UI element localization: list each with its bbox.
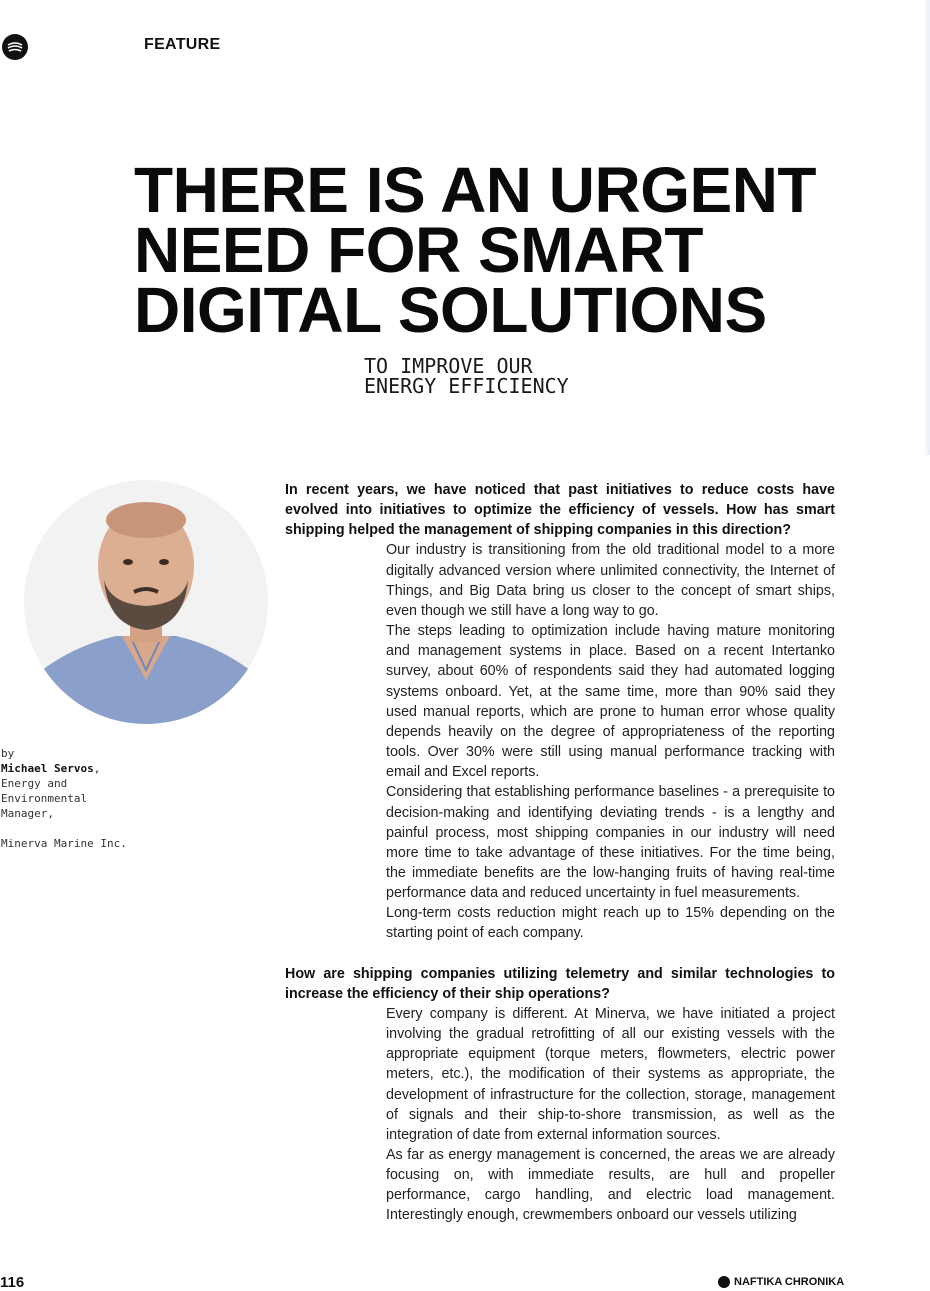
answer-paragraph: Long-term costs reduction might reach up to 15% depending on the starting point of each company.	[386, 905, 835, 942]
headline-line: DIGITAL SOLUTIONS	[134, 274, 767, 346]
author-name: Michael Servos	[1, 762, 94, 775]
subheadline	[364, 356, 569, 396]
answer-paragraph: As far as energy management is concerned, the areas we are already focusing on, with immediate results, are hull and propeller performance, cargo handling, and electric load management. Interestingly enough, crewmembers onboard our vessels utilizing	[386, 1147, 835, 1224]
headline-line: THERE IS AN URGENT	[134, 154, 816, 226]
page-edge-strip	[924, 0, 930, 455]
page-number: 116	[0, 1274, 25, 1291]
author-byline	[1, 746, 201, 851]
section-label: FEATURE	[144, 36, 221, 53]
byline-name-row	[1, 761, 201, 776]
magazine-logo-icon	[2, 34, 28, 60]
headline	[134, 154, 914, 346]
byline-spacer	[1, 821, 201, 836]
answer-paragraph: Our industry is transitioning from the old traditional model to a more digitally advanced version where unlimited connectivity, the Internet of Things, and Big Data bring us closer to the concept of smart ships, even though we still have a long way to go.	[386, 542, 835, 619]
author-company: Minerva Marine Inc.	[1, 837, 127, 850]
article-body	[285, 480, 835, 1226]
answer-paragraph: Considering that establishing performance baselines - a prerequisite to decision-making and identifying deviating trends - is a lengthy and painful process, most shipping companies in our industry will need more time to take advantage of these initiatives. For the time being, the immediate benefits are the low-hanging fruits of having real-time performance data and reduced uncertainty in fuel measurements.	[386, 784, 835, 902]
author-portrait	[24, 480, 268, 724]
footer-brand	[718, 1276, 844, 1288]
byline-prefix: by	[1, 747, 15, 760]
headline-line: NEED FOR SMART	[134, 214, 703, 286]
author-role: Manager,	[1, 807, 54, 820]
interview-question: How are shipping companies utilizing telemetry and similar technologies to increase the efficiency of their ship operations?	[285, 965, 835, 1002]
subheadline-line: TO IMPROVE OUR	[364, 354, 533, 378]
answer-paragraph: Every company is different. At Minerva, we have initiated a project involving the gradual retrofitting of all our existing vessels with the appropriate equipment (torque meters, flowmeters, electric power meters, etc.), the modification of their systems as appropriate, the development of infrastructure for the collection, storage, management of signals and their ship-to-shore transmission, as well as the integration of date from external information sources.	[386, 1005, 835, 1143]
brand-logo-icon	[718, 1276, 730, 1288]
author-role: Energy and	[1, 777, 68, 790]
subheadline-line: ENERGY EFFICIENCY	[364, 374, 569, 398]
interview-question: In recent years, we have noticed that past initiatives to reduce costs have evolved into initiatives to optimize the efficiency of vessels. How has smart shipping helped the management of shipping companies in this direction?	[285, 482, 835, 539]
author-name-comma: ,	[93, 762, 101, 775]
paragraph-spacer	[285, 944, 835, 964]
brand-name: NAFTIKA CHRONIKA	[734, 1276, 845, 1288]
author-role: Environmental	[1, 792, 88, 805]
answer-paragraph: The steps leading to optimization include having mature monitoring and management systems in place. Based on a recent Intertanko survey, about 60% of respondents said they had automated logging systems onboard. Yet, at the same time, more than 90% said they used manual reports, which are prone to human error whose quality depends heavily on the degree of appropriateness of the reporting tools. Over 30% were still using manual performance tracking with email and Excel reports.	[386, 623, 835, 781]
